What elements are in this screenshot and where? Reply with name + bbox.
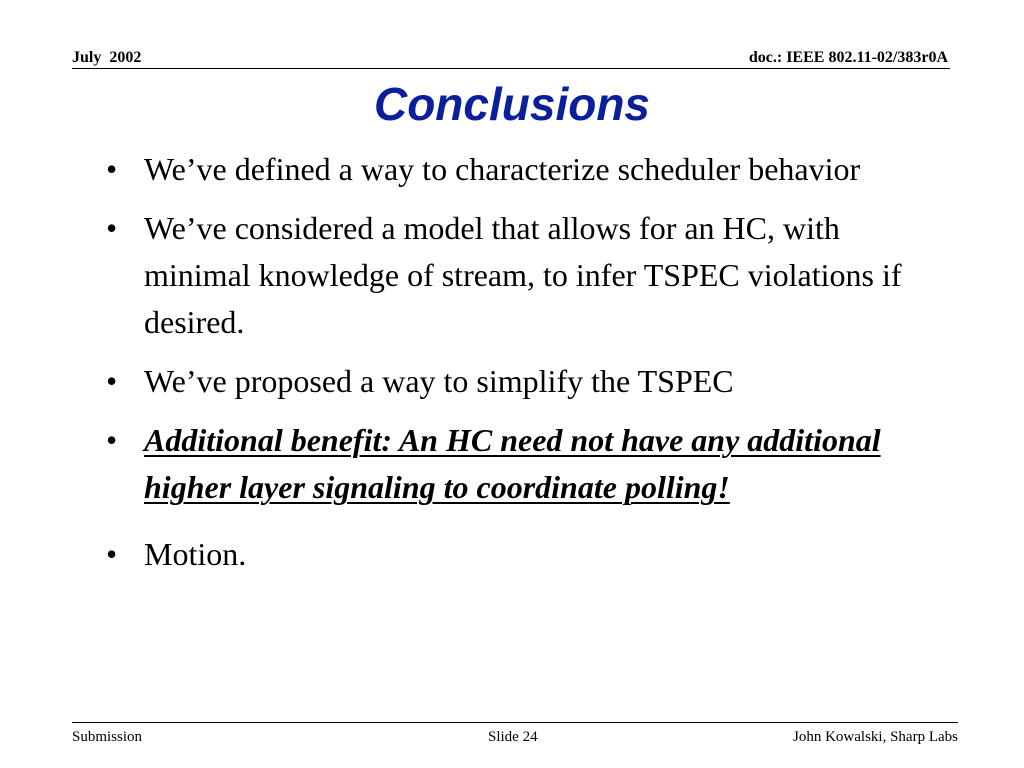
slide-title: Conclusions [373, 78, 651, 130]
bullet-marker: • [106, 422, 118, 458]
footer-divider [72, 722, 958, 723]
footer-author: John Kowalski, Sharp Labs [793, 729, 958, 745]
bullet-text: We’ve proposed a way to simplify the TSPEC [144, 363, 734, 399]
bullet-marker: • [106, 151, 118, 187]
bullet-item [100, 205, 940, 346]
bullet-marker: • [106, 210, 118, 246]
bullet-item [100, 531, 940, 578]
header-divider [72, 68, 950, 69]
bullet-marker: • [106, 536, 118, 572]
footer-slide-number: Slide 24 [488, 729, 538, 745]
header-date: July 2002 [72, 49, 142, 66]
footer-submission: Submission [72, 729, 143, 745]
bullet-text: We’ve considered a model that allows for an HC, with minimal knowledge of stream, to infer TSPEC violations if desired. [144, 210, 902, 340]
bullet-list [100, 146, 940, 590]
bullet-item [100, 417, 940, 511]
bullet-marker: • [106, 363, 118, 399]
bullet-text-emphasized: Additional benefit: An HC need not have any additional higher layer signaling to coordinate polling! [144, 422, 881, 505]
header-doc-id: doc.: IEEE 802.11-02/383r0A [748, 49, 948, 66]
bullet-item [100, 358, 940, 405]
bullet-text: Motion. [144, 536, 247, 572]
bullet-item [100, 146, 940, 193]
bullet-text: We’ve defined a way to characterize scheduler behavior [144, 151, 861, 187]
